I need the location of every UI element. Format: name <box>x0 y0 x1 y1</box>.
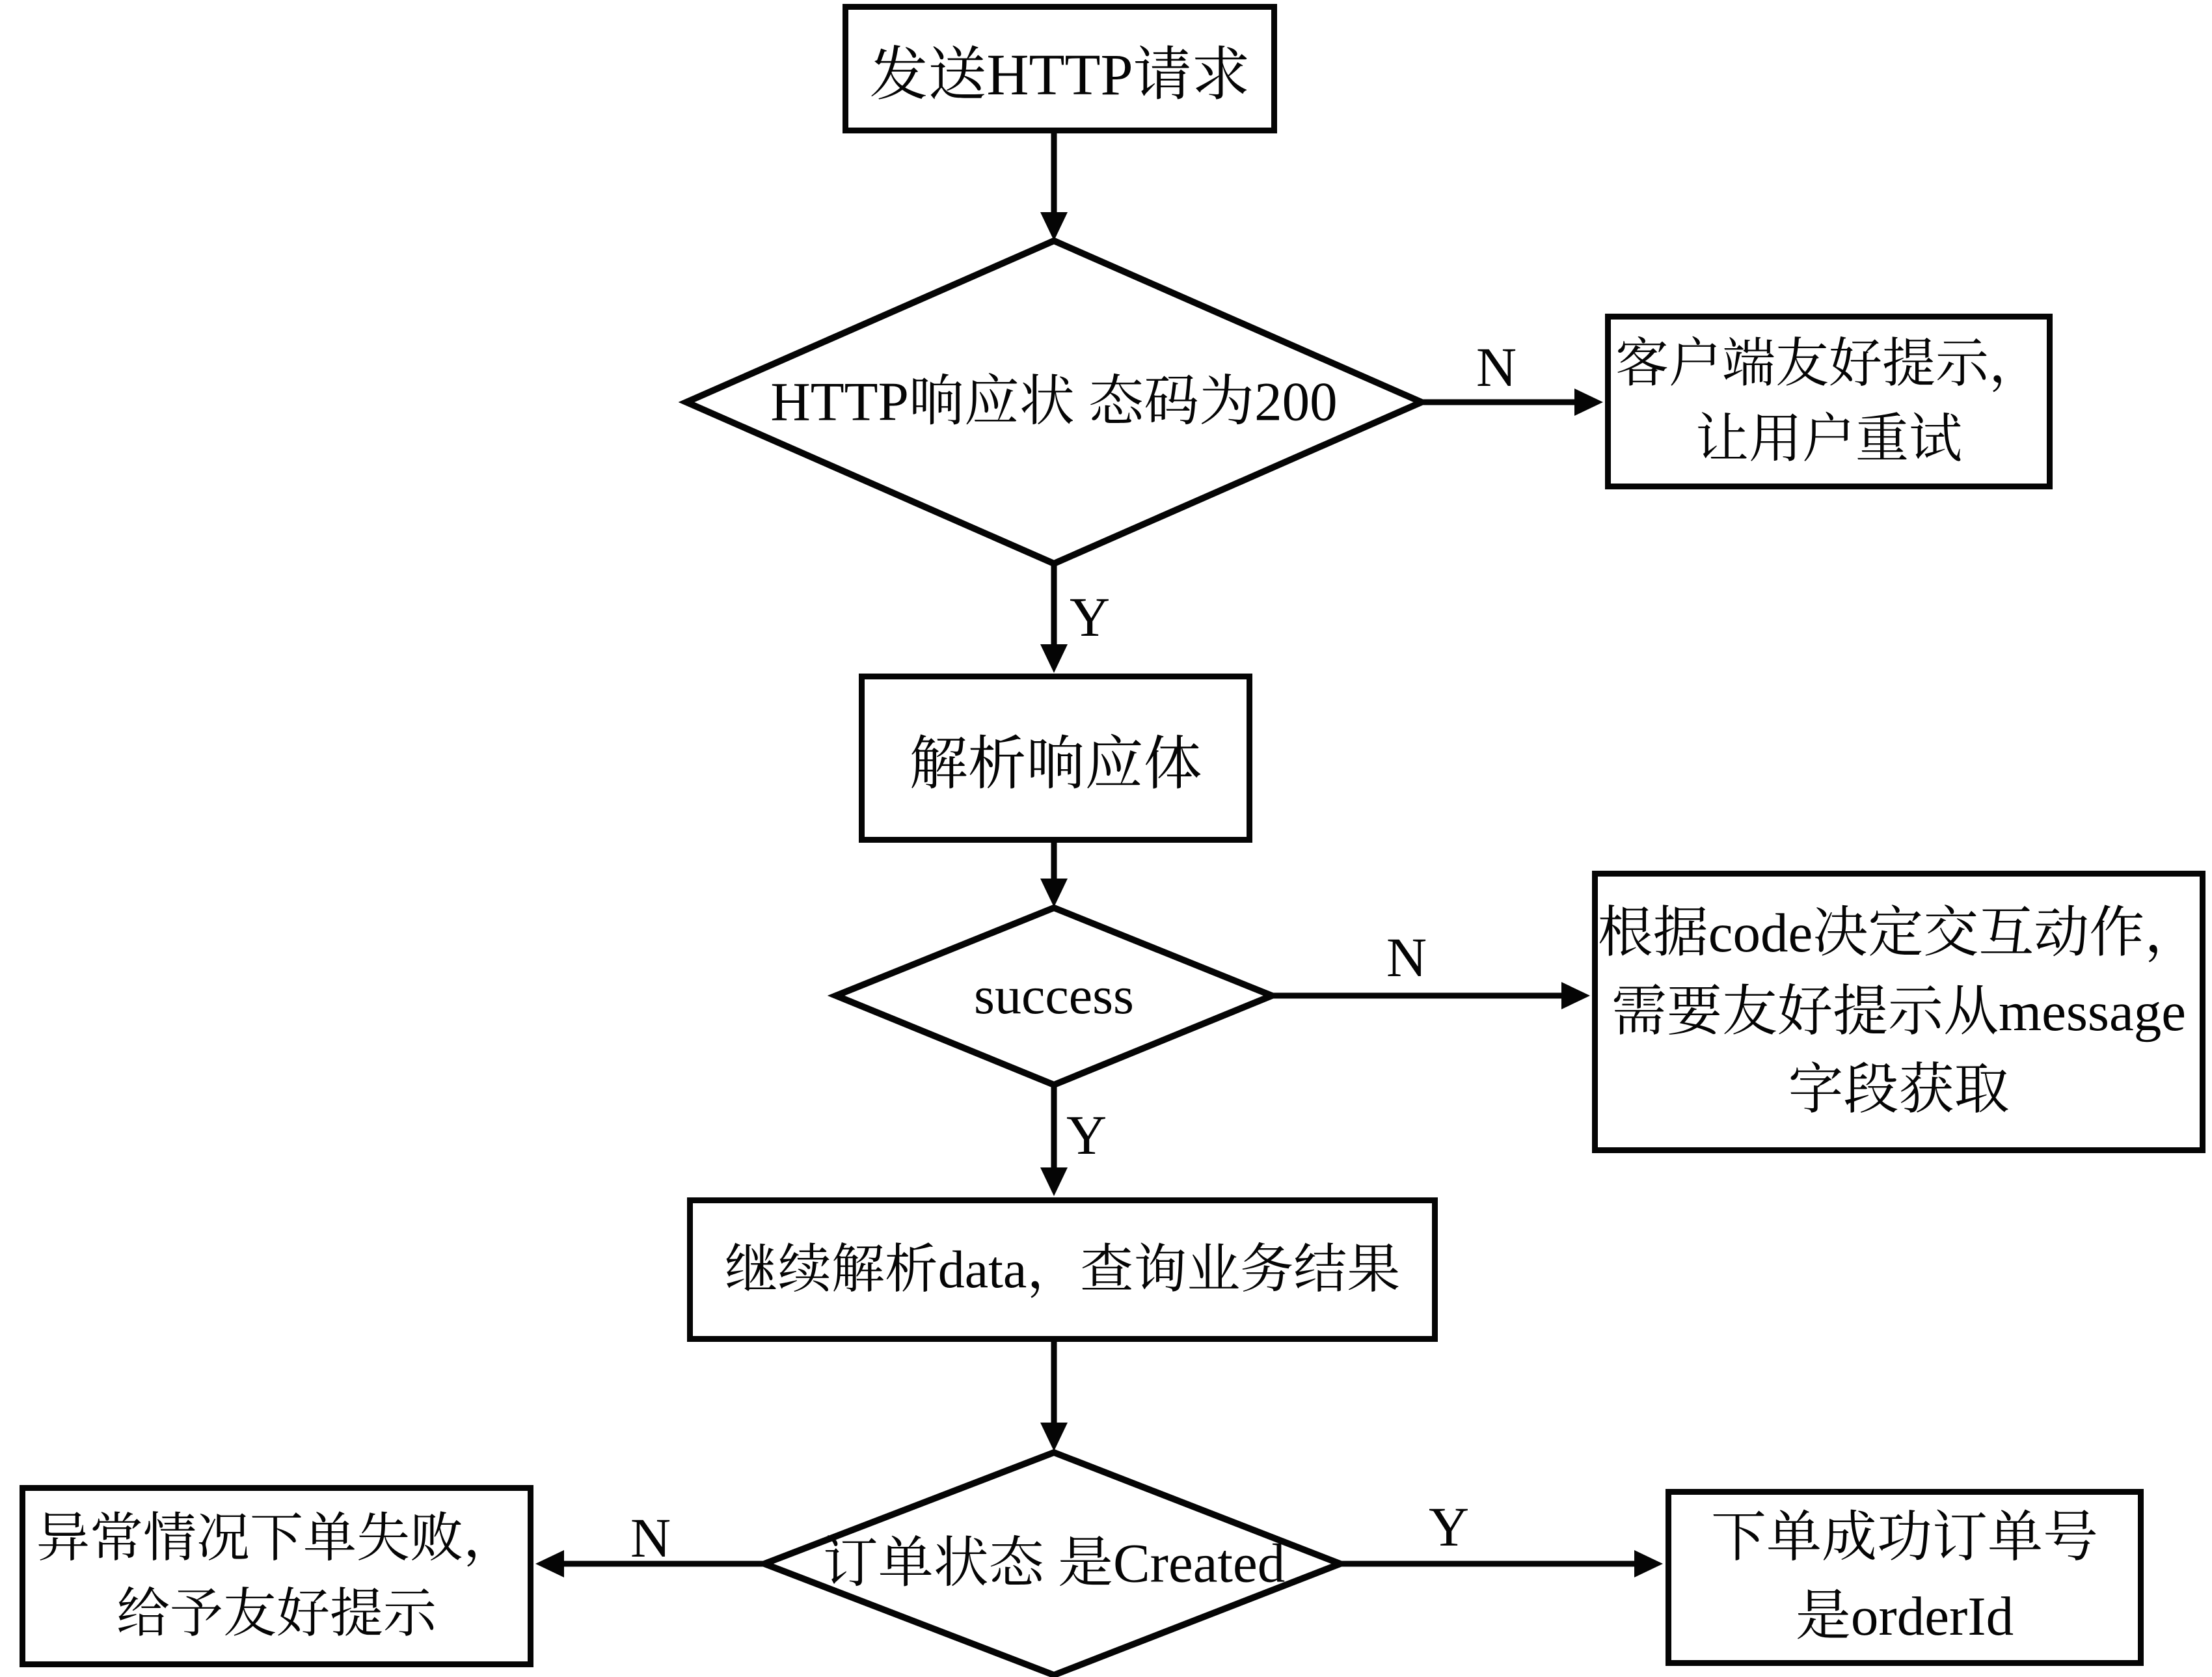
node-label: 继续解析data，查询业务结果 <box>724 1239 1401 1299</box>
node-label: HTTP响应状 <box>770 371 1075 433</box>
node-label: 是Created <box>1057 1533 1286 1594</box>
node-label: 给予友好提示 <box>116 1584 437 1643</box>
arrowhead-down-icon <box>1040 879 1068 907</box>
node-code-interaction <box>1592 871 2205 1153</box>
decision-text-http-status <box>770 363 1337 442</box>
node-parse-response-body <box>859 674 1252 843</box>
node-label: 下单成功订单号 <box>1710 1507 2098 1569</box>
node-label: 字段获取 <box>1788 1059 2010 1121</box>
arrowhead-right-icon <box>1574 389 1603 416</box>
arrowhead-right-icon <box>1634 1550 1663 1577</box>
node-label: success <box>974 965 1134 1025</box>
node-order-fail <box>20 1485 533 1667</box>
node-label: 是orderId <box>1795 1586 2014 1647</box>
node-parse-data <box>687 1197 1438 1342</box>
node-send-http-request <box>843 4 1277 133</box>
decision-text-success <box>974 961 1134 1031</box>
node-label: 异常情况下单失败， <box>36 1508 517 1568</box>
edge-label-yes: Y <box>1069 586 1111 648</box>
arrowhead-down-icon <box>1040 644 1068 673</box>
arrowhead-down-icon <box>1040 1423 1068 1451</box>
arrowhead-down-icon <box>1040 212 1068 241</box>
node-label: 发送HTTP请求 <box>869 42 1250 107</box>
decision-text-order-status <box>823 1525 1286 1603</box>
arrowhead-right-icon <box>1561 982 1590 1009</box>
node-label: 让用户重试 <box>1695 409 1962 469</box>
node-label: 根据code决定交互动作， <box>1597 902 2200 964</box>
node-label: 解析响应体 <box>909 732 1202 797</box>
edge-label-no: N <box>630 1507 671 1569</box>
node-label: 需要友好提示从message <box>1612 981 2186 1043</box>
node-label: 态码为200 <box>1088 371 1338 433</box>
arrowhead-left-icon <box>535 1550 564 1577</box>
edge-label-no: N <box>1386 926 1427 988</box>
arrowhead-down-icon <box>1040 1167 1068 1196</box>
edge-label-no: N <box>1476 336 1517 398</box>
node-label: 订单状态 <box>822 1533 1044 1594</box>
node-client-retry <box>1605 314 2053 489</box>
node-order-success <box>1666 1489 2144 1666</box>
edge-label-yes: Y <box>1066 1104 1107 1166</box>
node-label: 客户端友好提示， <box>1615 333 2042 393</box>
edge-label-yes: Y <box>1428 1495 1470 1558</box>
